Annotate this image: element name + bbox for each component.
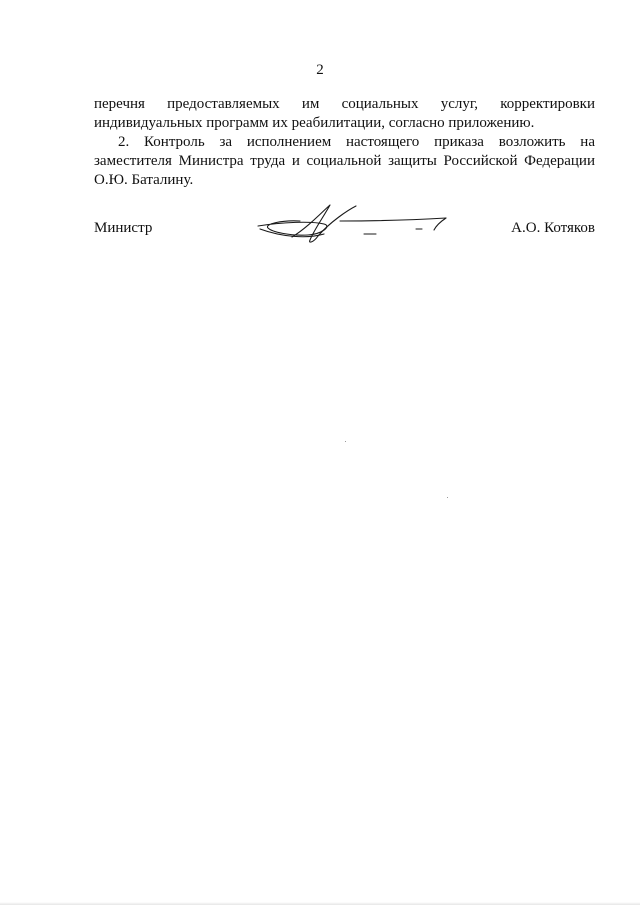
signer-name: А.О. Котяков: [511, 220, 595, 236]
paragraph-1-line-1: перечня предоставляемых им социальных услуг, корректировки: [94, 96, 595, 112]
handwritten-signature: [252, 204, 452, 254]
signer-role: Министр: [94, 220, 153, 236]
paragraph-2: [94, 133, 595, 190]
paragraph-1-line-2: индивидуальных программ их реабилитации, согласно приложению.: [94, 115, 535, 131]
paragraph-2-line-3: О.Ю. Баталину.: [94, 172, 194, 188]
page-number: 2: [316, 62, 324, 78]
document-body: [94, 95, 595, 190]
scan-speck: [345, 441, 346, 442]
paragraph-1: [94, 95, 595, 133]
paragraph-2-line-1: 2. Контроль за исполнением настоящего приказа возложить на: [118, 134, 595, 150]
paragraph-2-line-2: заместителя Министра труда и социальной защиты Российской Федерации: [94, 153, 595, 169]
signature-block: [94, 218, 595, 258]
scan-speck: [447, 497, 448, 498]
